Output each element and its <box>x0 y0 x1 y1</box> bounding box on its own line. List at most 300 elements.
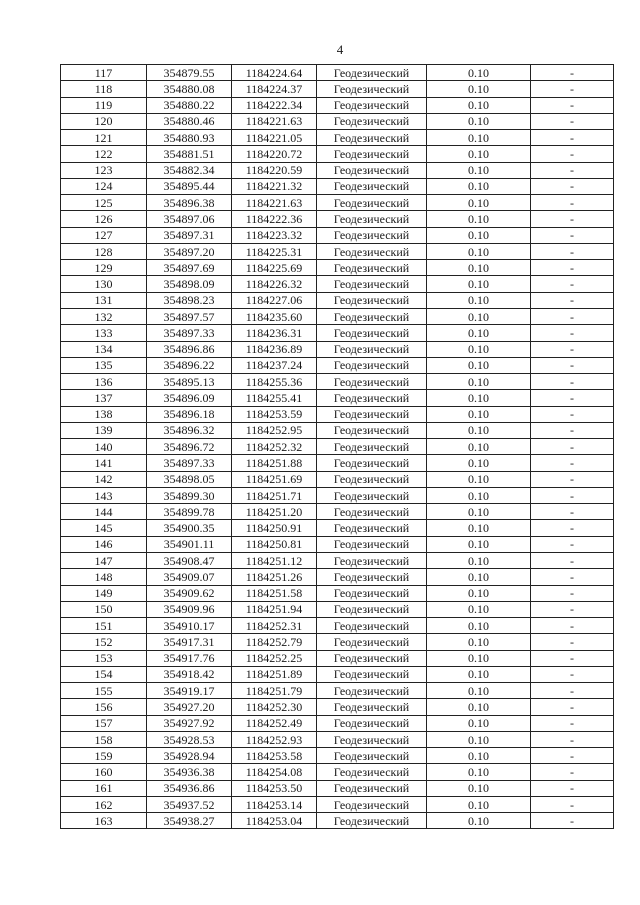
table-row <box>61 650 614 666</box>
table-row <box>61 113 614 129</box>
x-coordinate-cell: 354898.23 <box>147 292 232 308</box>
y-coordinate-cell: 1184250.81 <box>232 536 317 552</box>
description-cell: - <box>531 439 614 455</box>
description-cell: - <box>531 178 614 194</box>
table-row <box>61 406 614 422</box>
accuracy-cell: 0.10 <box>427 634 531 650</box>
description-cell: - <box>531 308 614 324</box>
point-number-cell: 130 <box>61 276 147 292</box>
x-coordinate-cell: 354927.20 <box>147 699 232 715</box>
accuracy-cell: 0.10 <box>427 683 531 699</box>
description-cell: - <box>531 601 614 617</box>
description-cell: - <box>531 341 614 357</box>
accuracy-cell: 0.10 <box>427 520 531 536</box>
accuracy-cell: 0.10 <box>427 585 531 601</box>
method-cell: Геодезический <box>317 601 427 617</box>
description-cell: - <box>531 113 614 129</box>
point-number-cell: 123 <box>61 162 147 178</box>
point-number-cell: 163 <box>61 813 147 829</box>
accuracy-cell: 0.10 <box>427 178 531 194</box>
x-coordinate-cell: 354909.07 <box>147 569 232 585</box>
x-coordinate-cell: 354897.33 <box>147 325 232 341</box>
description-cell: - <box>531 357 614 373</box>
table-row <box>61 162 614 178</box>
accuracy-cell: 0.10 <box>427 195 531 211</box>
y-coordinate-cell: 1184254.08 <box>232 764 317 780</box>
description-cell: - <box>531 585 614 601</box>
description-cell: - <box>531 195 614 211</box>
x-coordinate-cell: 354899.78 <box>147 504 232 520</box>
point-number-cell: 122 <box>61 146 147 162</box>
description-cell: - <box>531 97 614 113</box>
point-number-cell: 146 <box>61 536 147 552</box>
y-coordinate-cell: 1184221.32 <box>232 178 317 194</box>
accuracy-cell: 0.10 <box>427 796 531 812</box>
method-cell: Геодезический <box>317 325 427 341</box>
description-cell: - <box>531 243 614 259</box>
accuracy-cell: 0.10 <box>427 65 531 81</box>
table-row <box>61 439 614 455</box>
accuracy-cell: 0.10 <box>427 113 531 129</box>
point-number-cell: 124 <box>61 178 147 194</box>
description-cell: - <box>531 211 614 227</box>
y-coordinate-cell: 1184255.41 <box>232 390 317 406</box>
point-number-cell: 144 <box>61 504 147 520</box>
x-coordinate-cell: 354896.72 <box>147 439 232 455</box>
accuracy-cell: 0.10 <box>427 439 531 455</box>
table-row <box>61 195 614 211</box>
accuracy-cell: 0.10 <box>427 487 531 503</box>
point-number-cell: 120 <box>61 113 147 129</box>
accuracy-cell: 0.10 <box>427 471 531 487</box>
method-cell: Геодезический <box>317 146 427 162</box>
x-coordinate-cell: 354927.92 <box>147 715 232 731</box>
table-row <box>61 504 614 520</box>
x-coordinate-cell: 354897.69 <box>147 260 232 276</box>
accuracy-cell: 0.10 <box>427 308 531 324</box>
y-coordinate-cell: 1184251.12 <box>232 552 317 568</box>
accuracy-cell: 0.10 <box>427 618 531 634</box>
y-coordinate-cell: 1184220.72 <box>232 146 317 162</box>
method-cell: Геодезический <box>317 276 427 292</box>
point-number-cell: 156 <box>61 699 147 715</box>
method-cell: Геодезический <box>317 552 427 568</box>
x-coordinate-cell: 354938.27 <box>147 813 232 829</box>
x-coordinate-cell: 354936.38 <box>147 764 232 780</box>
accuracy-cell: 0.10 <box>427 666 531 682</box>
accuracy-cell: 0.10 <box>427 455 531 471</box>
y-coordinate-cell: 1184222.36 <box>232 211 317 227</box>
x-coordinate-cell: 354881.51 <box>147 146 232 162</box>
table-row <box>61 683 614 699</box>
x-coordinate-cell: 354897.31 <box>147 227 232 243</box>
table-row <box>61 276 614 292</box>
y-coordinate-cell: 1184224.64 <box>232 65 317 81</box>
table-row <box>61 308 614 324</box>
point-number-cell: 133 <box>61 325 147 341</box>
method-cell: Геодезический <box>317 634 427 650</box>
accuracy-cell: 0.10 <box>427 764 531 780</box>
table-row <box>61 146 614 162</box>
y-coordinate-cell: 1184223.32 <box>232 227 317 243</box>
x-coordinate-cell: 354908.47 <box>147 552 232 568</box>
y-coordinate-cell: 1184224.37 <box>232 81 317 97</box>
table-row <box>61 552 614 568</box>
accuracy-cell: 0.10 <box>427 748 531 764</box>
table-row <box>61 569 614 585</box>
x-coordinate-cell: 354880.22 <box>147 97 232 113</box>
x-coordinate-cell: 354910.17 <box>147 618 232 634</box>
x-coordinate-cell: 354896.32 <box>147 422 232 438</box>
description-cell: - <box>531 813 614 829</box>
table-row <box>61 390 614 406</box>
description-cell: - <box>531 552 614 568</box>
y-coordinate-cell: 1184252.25 <box>232 650 317 666</box>
method-cell: Геодезический <box>317 569 427 585</box>
point-number-cell: 140 <box>61 439 147 455</box>
x-coordinate-cell: 354898.05 <box>147 471 232 487</box>
description-cell: - <box>531 731 614 747</box>
description-cell: - <box>531 406 614 422</box>
description-cell: - <box>531 748 614 764</box>
y-coordinate-cell: 1184221.63 <box>232 195 317 211</box>
description-cell: - <box>531 292 614 308</box>
y-coordinate-cell: 1184252.95 <box>232 422 317 438</box>
point-number-cell: 150 <box>61 601 147 617</box>
method-cell: Геодезический <box>317 130 427 146</box>
method-cell: Геодезический <box>317 455 427 471</box>
x-coordinate-cell: 354897.57 <box>147 308 232 324</box>
y-coordinate-cell: 1184253.04 <box>232 813 317 829</box>
description-cell: - <box>531 780 614 796</box>
description-cell: - <box>531 162 614 178</box>
method-cell: Геодезический <box>317 308 427 324</box>
point-number-cell: 162 <box>61 796 147 812</box>
x-coordinate-cell: 354928.53 <box>147 731 232 747</box>
description-cell: - <box>531 520 614 536</box>
accuracy-cell: 0.10 <box>427 780 531 796</box>
method-cell: Геодезический <box>317 374 427 390</box>
table-row <box>61 178 614 194</box>
description-cell: - <box>531 699 614 715</box>
y-coordinate-cell: 1184221.05 <box>232 130 317 146</box>
table-row <box>61 97 614 113</box>
method-cell: Геодезический <box>317 162 427 178</box>
point-number-cell: 139 <box>61 422 147 438</box>
y-coordinate-cell: 1184235.60 <box>232 308 317 324</box>
table-row <box>61 325 614 341</box>
method-cell: Геодезический <box>317 422 427 438</box>
accuracy-cell: 0.10 <box>427 650 531 666</box>
y-coordinate-cell: 1184252.79 <box>232 634 317 650</box>
method-cell: Геодезический <box>317 113 427 129</box>
x-coordinate-cell: 354897.20 <box>147 243 232 259</box>
y-coordinate-cell: 1184226.32 <box>232 276 317 292</box>
x-coordinate-cell: 354936.86 <box>147 780 232 796</box>
accuracy-cell: 0.10 <box>427 162 531 178</box>
y-coordinate-cell: 1184237.24 <box>232 357 317 373</box>
point-number-cell: 152 <box>61 634 147 650</box>
accuracy-cell: 0.10 <box>427 406 531 422</box>
table-row <box>61 536 614 552</box>
accuracy-cell: 0.10 <box>427 341 531 357</box>
method-cell: Геодезический <box>317 618 427 634</box>
point-number-cell: 117 <box>61 65 147 81</box>
y-coordinate-cell: 1184253.50 <box>232 780 317 796</box>
accuracy-cell: 0.10 <box>427 146 531 162</box>
method-cell: Геодезический <box>317 81 427 97</box>
table-row <box>61 357 614 373</box>
accuracy-cell: 0.10 <box>427 357 531 373</box>
x-coordinate-cell: 354937.52 <box>147 796 232 812</box>
method-cell: Геодезический <box>317 536 427 552</box>
page-number: 4 <box>336 42 344 57</box>
y-coordinate-cell: 1184251.69 <box>232 471 317 487</box>
table-row <box>61 813 614 829</box>
description-cell: - <box>531 634 614 650</box>
accuracy-cell: 0.10 <box>427 325 531 341</box>
method-cell: Геодезический <box>317 666 427 682</box>
accuracy-cell: 0.10 <box>427 715 531 731</box>
description-cell: - <box>531 65 614 81</box>
y-coordinate-cell: 1184222.34 <box>232 97 317 113</box>
table-row <box>61 227 614 243</box>
accuracy-cell: 0.10 <box>427 504 531 520</box>
point-number-cell: 132 <box>61 308 147 324</box>
x-coordinate-cell: 354900.35 <box>147 520 232 536</box>
method-cell: Геодезический <box>317 520 427 536</box>
point-number-cell: 136 <box>61 374 147 390</box>
y-coordinate-cell: 1184253.58 <box>232 748 317 764</box>
y-coordinate-cell: 1184251.88 <box>232 455 317 471</box>
accuracy-cell: 0.10 <box>427 260 531 276</box>
description-cell: - <box>531 764 614 780</box>
y-coordinate-cell: 1184252.30 <box>232 699 317 715</box>
method-cell: Геодезический <box>317 292 427 308</box>
method-cell: Геодезический <box>317 195 427 211</box>
method-cell: Геодезический <box>317 243 427 259</box>
y-coordinate-cell: 1184252.32 <box>232 439 317 455</box>
accuracy-cell: 0.10 <box>427 81 531 97</box>
description-cell: - <box>531 796 614 812</box>
method-cell: Геодезический <box>317 748 427 764</box>
x-coordinate-cell: 354919.17 <box>147 683 232 699</box>
table-row <box>61 715 614 731</box>
x-coordinate-cell: 354928.94 <box>147 748 232 764</box>
table-row <box>61 455 614 471</box>
table-row <box>61 260 614 276</box>
x-coordinate-cell: 354879.55 <box>147 65 232 81</box>
y-coordinate-cell: 1184251.58 <box>232 585 317 601</box>
method-cell: Геодезический <box>317 357 427 373</box>
description-cell: - <box>531 374 614 390</box>
point-number-cell: 160 <box>61 764 147 780</box>
y-coordinate-cell: 1184251.20 <box>232 504 317 520</box>
point-number-cell: 129 <box>61 260 147 276</box>
description-cell: - <box>531 715 614 731</box>
point-number-cell: 125 <box>61 195 147 211</box>
description-cell: - <box>531 130 614 146</box>
x-coordinate-cell: 354880.93 <box>147 130 232 146</box>
table-row <box>61 422 614 438</box>
accuracy-cell: 0.10 <box>427 422 531 438</box>
description-cell: - <box>531 325 614 341</box>
description-cell: - <box>531 650 614 666</box>
point-number-cell: 159 <box>61 748 147 764</box>
table-row <box>61 243 614 259</box>
table-row <box>61 764 614 780</box>
accuracy-cell: 0.10 <box>427 552 531 568</box>
accuracy-cell: 0.10 <box>427 813 531 829</box>
y-coordinate-cell: 1184227.06 <box>232 292 317 308</box>
y-coordinate-cell: 1184253.14 <box>232 796 317 812</box>
x-coordinate-cell: 354882.34 <box>147 162 232 178</box>
y-coordinate-cell: 1184253.59 <box>232 406 317 422</box>
x-coordinate-cell: 354898.09 <box>147 276 232 292</box>
x-coordinate-cell: 354895.44 <box>147 178 232 194</box>
table-row <box>61 666 614 682</box>
table-row <box>61 520 614 536</box>
table-row <box>61 130 614 146</box>
method-cell: Геодезический <box>317 178 427 194</box>
description-cell: - <box>531 81 614 97</box>
table-row <box>61 601 614 617</box>
point-number-cell: 138 <box>61 406 147 422</box>
table-row <box>61 65 614 81</box>
method-cell: Геодезический <box>317 260 427 276</box>
x-coordinate-cell: 354897.06 <box>147 211 232 227</box>
method-cell: Геодезический <box>317 227 427 243</box>
point-number-cell: 141 <box>61 455 147 471</box>
table-row <box>61 699 614 715</box>
x-coordinate-cell: 354909.62 <box>147 585 232 601</box>
description-cell: - <box>531 422 614 438</box>
description-cell: - <box>531 260 614 276</box>
description-cell: - <box>531 618 614 634</box>
point-number-cell: 127 <box>61 227 147 243</box>
x-coordinate-cell: 354899.30 <box>147 487 232 503</box>
x-coordinate-cell: 354909.96 <box>147 601 232 617</box>
point-number-cell: 135 <box>61 357 147 373</box>
point-number-cell: 119 <box>61 97 147 113</box>
point-number-cell: 118 <box>61 81 147 97</box>
method-cell: Геодезический <box>317 504 427 520</box>
table-row <box>61 634 614 650</box>
point-number-cell: 121 <box>61 130 147 146</box>
x-coordinate-cell: 354897.33 <box>147 455 232 471</box>
y-coordinate-cell: 1184252.49 <box>232 715 317 731</box>
method-cell: Геодезический <box>317 780 427 796</box>
table-row <box>61 748 614 764</box>
y-coordinate-cell: 1184255.36 <box>232 374 317 390</box>
x-coordinate-cell: 354896.38 <box>147 195 232 211</box>
y-coordinate-cell: 1184236.31 <box>232 325 317 341</box>
x-coordinate-cell: 354895.13 <box>147 374 232 390</box>
accuracy-cell: 0.10 <box>427 292 531 308</box>
method-cell: Геодезический <box>317 65 427 81</box>
x-coordinate-cell: 354896.86 <box>147 341 232 357</box>
accuracy-cell: 0.10 <box>427 374 531 390</box>
accuracy-cell: 0.10 <box>427 276 531 292</box>
description-cell: - <box>531 390 614 406</box>
method-cell: Геодезический <box>317 390 427 406</box>
x-coordinate-cell: 354896.18 <box>147 406 232 422</box>
point-number-cell: 149 <box>61 585 147 601</box>
y-coordinate-cell: 1184221.63 <box>232 113 317 129</box>
accuracy-cell: 0.10 <box>427 227 531 243</box>
point-number-cell: 158 <box>61 731 147 747</box>
x-coordinate-cell: 354901.11 <box>147 536 232 552</box>
point-number-cell: 134 <box>61 341 147 357</box>
x-coordinate-cell: 354880.08 <box>147 81 232 97</box>
method-cell: Геодезический <box>317 813 427 829</box>
y-coordinate-cell: 1184252.31 <box>232 618 317 634</box>
point-number-cell: 153 <box>61 650 147 666</box>
method-cell: Геодезический <box>317 715 427 731</box>
accuracy-cell: 0.10 <box>427 97 531 113</box>
table-row <box>61 471 614 487</box>
y-coordinate-cell: 1184225.69 <box>232 260 317 276</box>
description-cell: - <box>531 569 614 585</box>
y-coordinate-cell: 1184251.94 <box>232 601 317 617</box>
coordinates-table <box>60 64 614 829</box>
description-cell: - <box>531 536 614 552</box>
x-coordinate-cell: 354918.42 <box>147 666 232 682</box>
table-row <box>61 81 614 97</box>
description-cell: - <box>531 683 614 699</box>
description-cell: - <box>531 276 614 292</box>
y-coordinate-cell: 1184236.89 <box>232 341 317 357</box>
point-number-cell: 155 <box>61 683 147 699</box>
table-row <box>61 211 614 227</box>
description-cell: - <box>531 666 614 682</box>
method-cell: Геодезический <box>317 406 427 422</box>
description-cell: - <box>531 471 614 487</box>
method-cell: Геодезический <box>317 731 427 747</box>
method-cell: Геодезический <box>317 341 427 357</box>
accuracy-cell: 0.10 <box>427 731 531 747</box>
point-number-cell: 131 <box>61 292 147 308</box>
x-coordinate-cell: 354896.09 <box>147 390 232 406</box>
table-row <box>61 292 614 308</box>
y-coordinate-cell: 1184251.26 <box>232 569 317 585</box>
accuracy-cell: 0.10 <box>427 536 531 552</box>
point-number-cell: 143 <box>61 487 147 503</box>
table-row <box>61 585 614 601</box>
coordinates-table-body <box>61 65 614 829</box>
point-number-cell: 126 <box>61 211 147 227</box>
accuracy-cell: 0.10 <box>427 390 531 406</box>
accuracy-cell: 0.10 <box>427 130 531 146</box>
method-cell: Геодезический <box>317 796 427 812</box>
x-coordinate-cell: 354917.31 <box>147 634 232 650</box>
x-coordinate-cell: 354896.22 <box>147 357 232 373</box>
table-row <box>61 731 614 747</box>
accuracy-cell: 0.10 <box>427 243 531 259</box>
method-cell: Геодезический <box>317 699 427 715</box>
description-cell: - <box>531 146 614 162</box>
accuracy-cell: 0.10 <box>427 211 531 227</box>
point-number-cell: 161 <box>61 780 147 796</box>
table-row <box>61 341 614 357</box>
method-cell: Геодезический <box>317 585 427 601</box>
description-cell: - <box>531 487 614 503</box>
table-row <box>61 618 614 634</box>
y-coordinate-cell: 1184252.93 <box>232 731 317 747</box>
description-cell: - <box>531 504 614 520</box>
point-number-cell: 147 <box>61 552 147 568</box>
y-coordinate-cell: 1184251.89 <box>232 666 317 682</box>
